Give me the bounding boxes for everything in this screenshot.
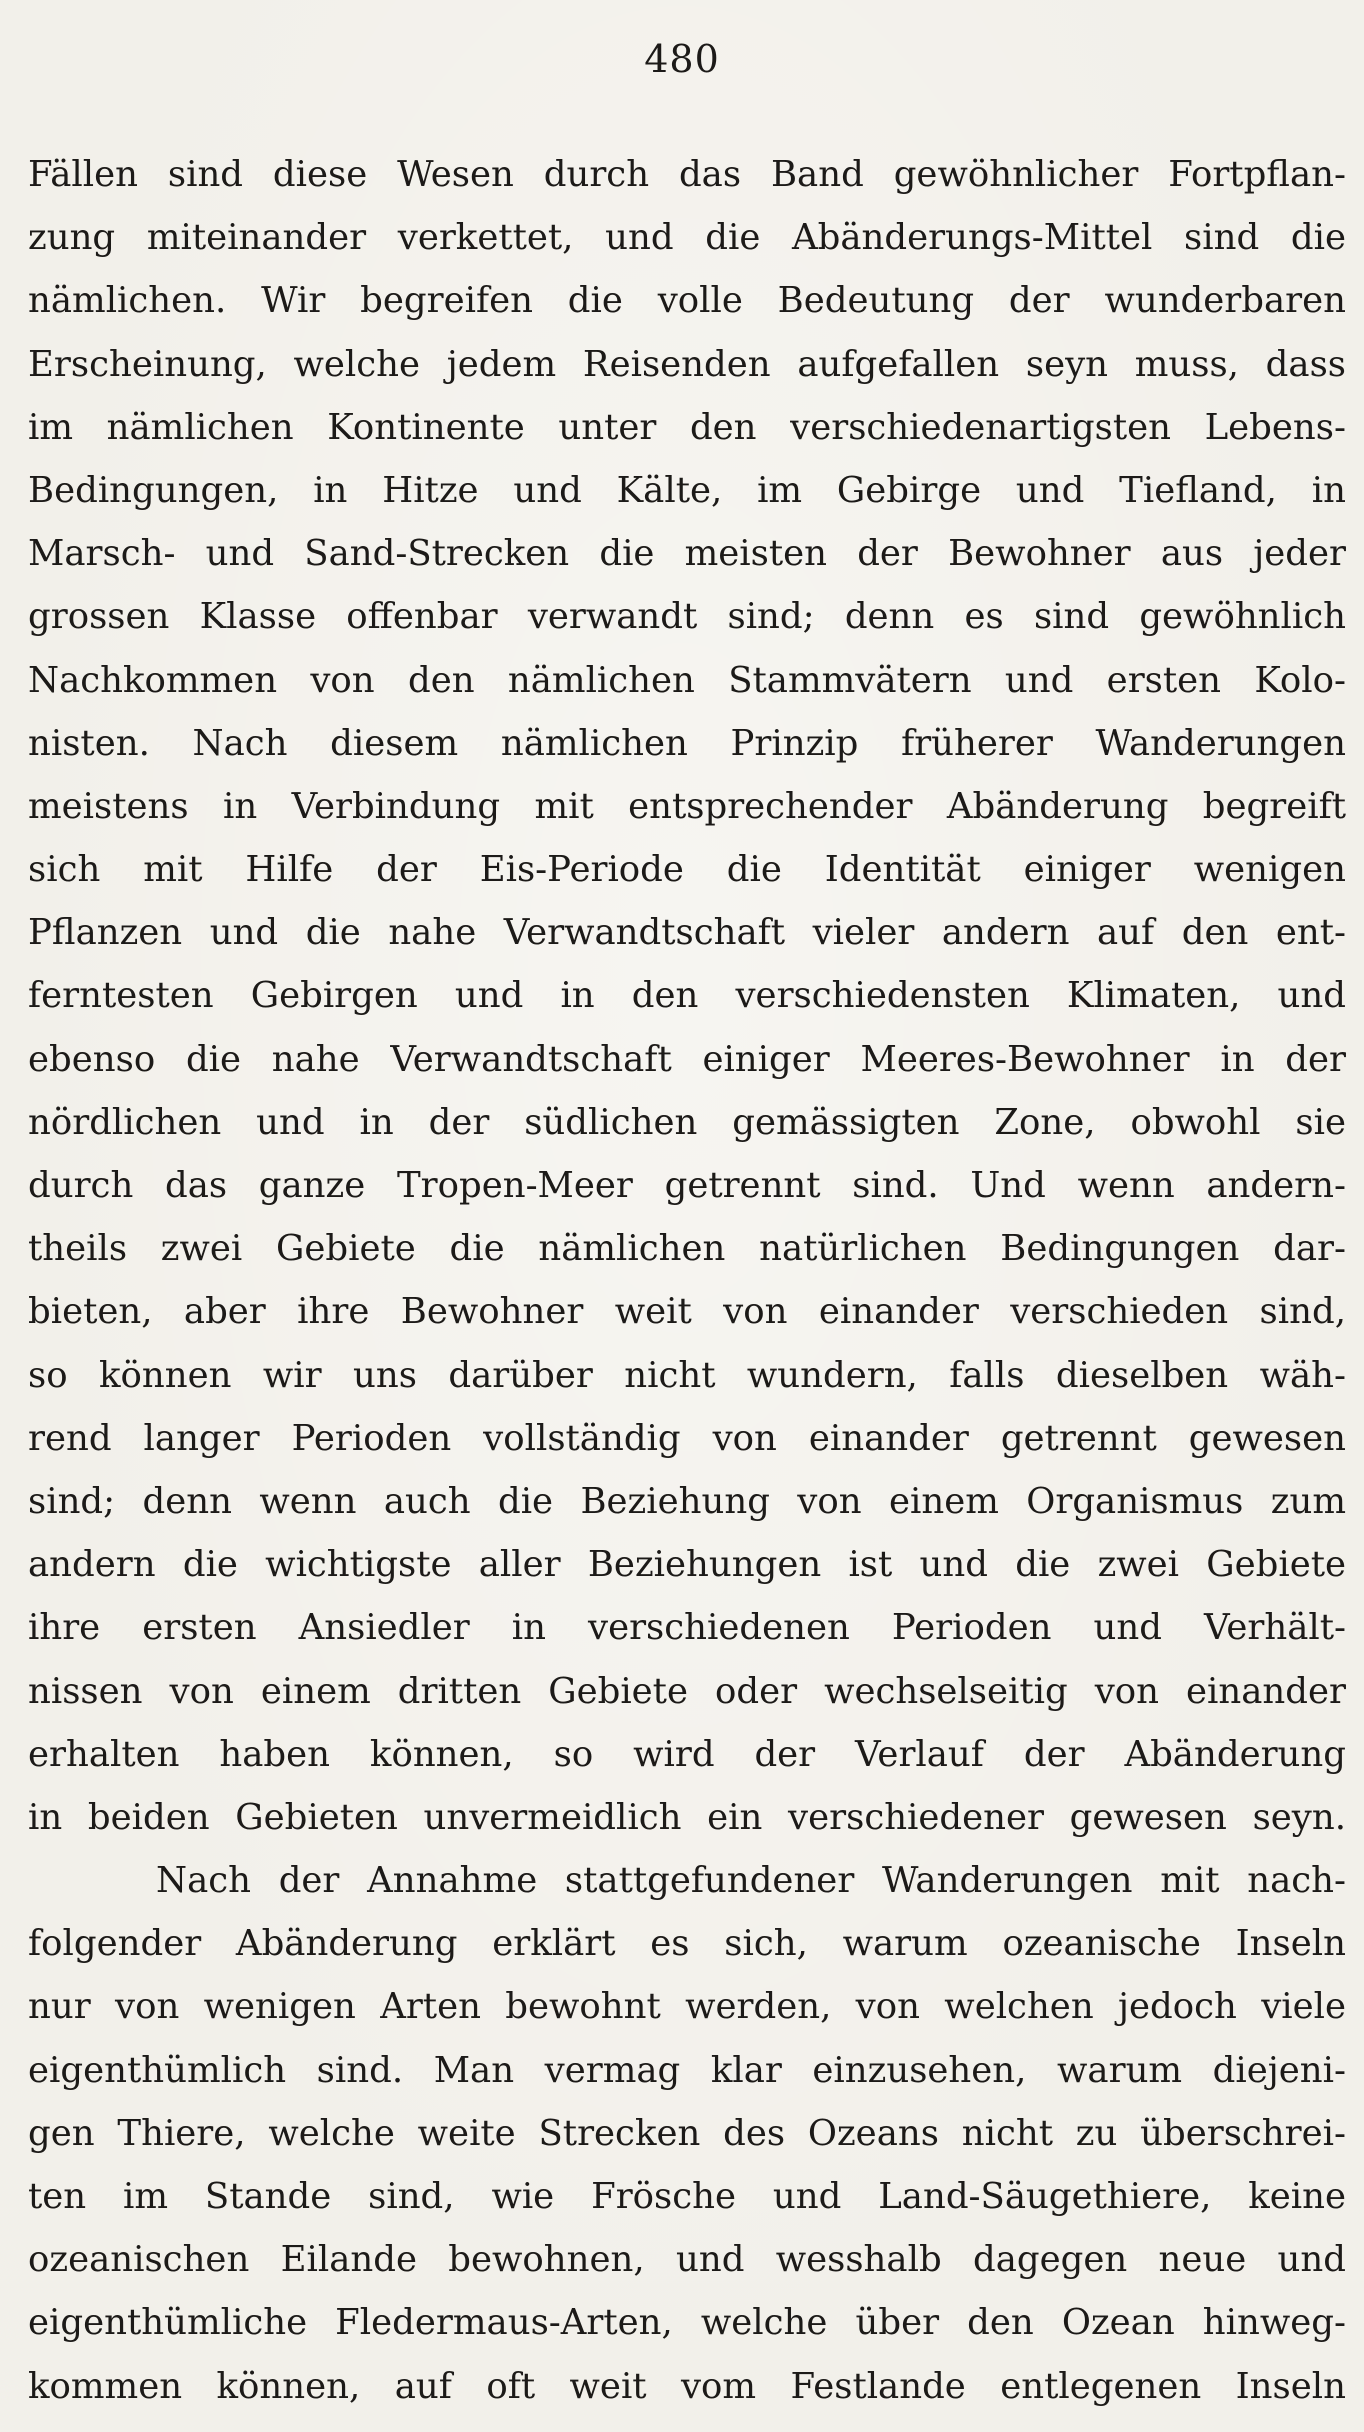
text-line: kommen können, auf oft weit vom Festlande entlegenen Inseln	[28, 2365, 1346, 2407]
text-line: in beiden Gebieten unvermeidlich ein verschiedener gewesen seyn.	[28, 1796, 1346, 1838]
text-line: erhalten haben können, so wird der Verlauf der Abänderung	[28, 1733, 1346, 1775]
text-line: eigenthümlich sind. Man vermag klar einzusehen, warum diejeni-	[28, 2049, 1346, 2091]
text-line: im nämlichen Kontinente unter den verschiedenartigsten Lebens-	[28, 406, 1346, 448]
text-line: durch das ganze Tropen-Meer getrennt sind. Und wenn andern-	[28, 1165, 1346, 1206]
text-line: sich mit Hilfe der Eis-Periode die Identität einiger wenigen	[28, 849, 1346, 891]
text-line: Nachkommen von den nämlichen Stammvätern und ersten Kolo-	[28, 659, 1346, 701]
text-line: folgender Abänderung erklärt es sich, warum ozeanische Inseln	[28, 1923, 1346, 1965]
text-line: nämlichen. Wir begreifen die volle Bedeutung der wunderbaren	[28, 280, 1346, 322]
text-line: grossen Klasse offenbar verwandt sind; denn es sind gewöhnlich	[28, 596, 1346, 638]
text-line: andern die wichtigste aller Beziehungen ist und die zwei Gebiete	[28, 1544, 1346, 1586]
text-line: ferntesten Gebirgen und in den verschiedensten Klimaten, und	[28, 975, 1346, 1017]
text-line: ten im Stande sind, wie Frösche und Land-Säugethiere, keine	[28, 2176, 1346, 2217]
text-line: Pflanzen und die nahe Verwandtschaft vieler andern auf den ent-	[28, 912, 1346, 954]
text-line: ebenso die nahe Verwandtschaft einiger Meeres-Bewohner in der	[28, 1038, 1346, 1080]
text-line: rend langer Perioden vollständig von einander getrennt gewesen	[28, 1417, 1346, 1459]
text-line: Bedingungen, in Hitze und Kälte, im Gebirge und Tiefland, in	[28, 469, 1346, 511]
page-number: 480	[644, 37, 720, 81]
text-line: sind; denn wenn auch die Beziehung von einem Organismus zum	[28, 1480, 1346, 1522]
text-line: Marsch- und Sand-Strecken die meisten der Bewohner aus jeder	[28, 533, 1346, 575]
text-line: nur von wenigen Arten bewohnt werden, von welchen jedoch viele	[28, 1986, 1346, 2028]
text-line: Fällen sind diese Wesen durch das Band gewöhnlicher Fortpflan-	[28, 154, 1346, 195]
text-line: eigenthümliche Fledermaus-Arten, welche über den Ozean hinweg-	[28, 2302, 1346, 2344]
text-line: Nach der Annahme stattgefundener Wanderungen mit nach-	[156, 1860, 1346, 1902]
text-line: gen Thiere, welche weite Strecken des Ozeans nicht zu überschrei-	[28, 2112, 1346, 2154]
text-line: bieten, aber ihre Bewohner weit von einander verschieden sind,	[28, 1291, 1346, 1333]
text-line: ihre ersten Ansiedler in verschiedenen Perioden und Verhält-	[28, 1607, 1346, 1649]
text-line: nissen von einem dritten Gebiete oder wechselseitig von einander	[28, 1670, 1346, 1712]
text-line: ozeanischen Eilande bewohnen, und wesshalb dagegen neue und	[28, 2239, 1346, 2281]
text-line: nisten. Nach diesem nämlichen Prinzip früherer Wanderungen	[28, 722, 1346, 764]
body-text	[28, 143, 1346, 2418]
text-line: theils zwei Gebiete die nämlichen natürlichen Bedingungen dar-	[28, 1228, 1346, 1270]
text-line: meistens in Verbindung mit entsprechender Abänderung begreift	[28, 785, 1346, 827]
text-line: so können wir uns darüber nicht wundern, falls dieselben wäh-	[28, 1354, 1346, 1396]
text-line: Erscheinung, welche jedem Reisenden aufgefallen seyn muss, dass	[28, 343, 1346, 385]
text-line: nördlichen und in der südlichen gemässigten Zone, obwohl sie	[28, 1101, 1346, 1143]
text-line: zung miteinander verkettet, und die Abänderungs-Mittel sind die	[28, 217, 1346, 259]
